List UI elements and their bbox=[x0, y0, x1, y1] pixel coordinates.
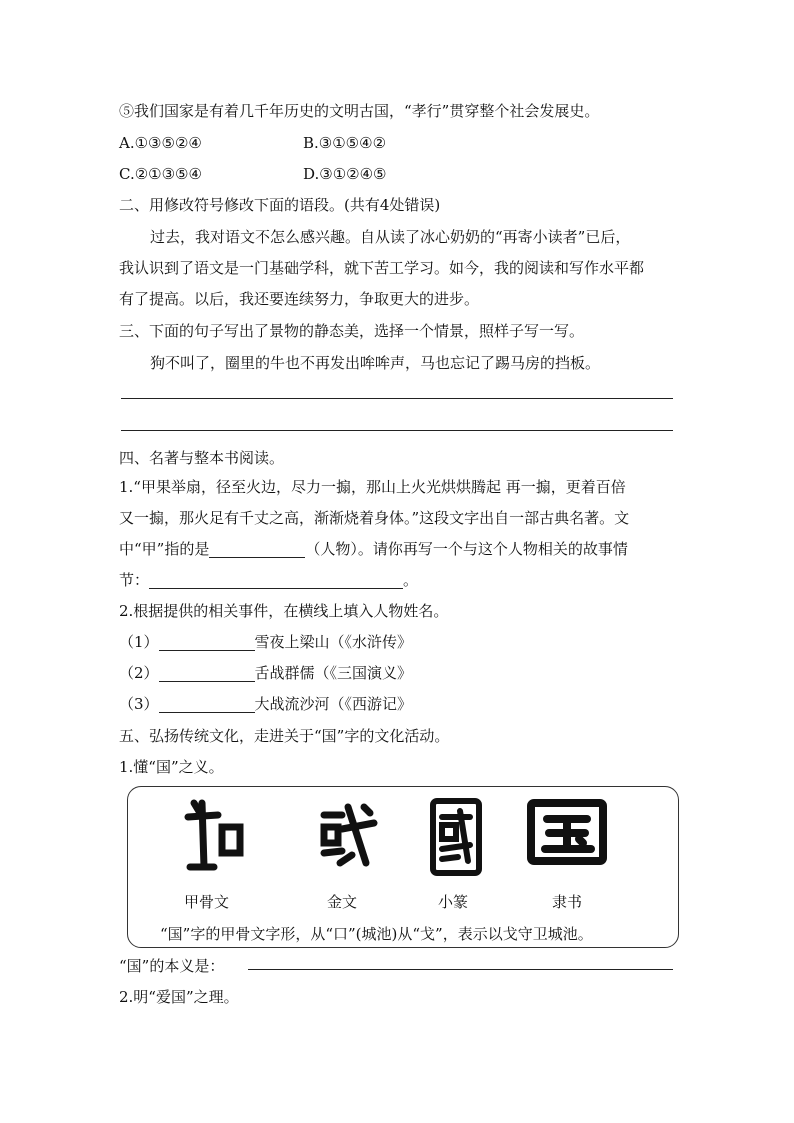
name-blank-1[interactable] bbox=[159, 634, 255, 651]
q2-paragraph-line-1: 过去，我对语文不怎么感兴趣。自从读了冰心奶奶的“再寄小读者”已后， bbox=[150, 228, 631, 246]
option-b[interactable]: B.③①⑤④② bbox=[303, 134, 387, 152]
clerical-guo-glyph bbox=[525, 795, 609, 871]
event-number: （3） bbox=[119, 695, 159, 713]
option-d[interactable]: D.③①②④⑤ bbox=[303, 165, 387, 183]
answer-line-2[interactable] bbox=[121, 430, 673, 431]
option-a[interactable]: A.①③⑤②④ bbox=[119, 134, 202, 152]
guo-explanation-note: “国”字的甲骨文字形，从“口”(城池)从“戈”，表示以戈守卫城池。 bbox=[160, 925, 593, 943]
q4-passage-line-1: 1.“甲果举扇，径至火边，尽力一搧，那山上火光烘烘腾起 再一搧，更着百倍 bbox=[119, 478, 626, 496]
q2-paragraph-line-3: 有了提高。以后，我还要连续努力，争取更大的进步。 bbox=[119, 290, 480, 308]
option-item-5: ⑤我们国家是有着几千年历史的文明古国，“孝行”贯穿整个社会发展史。 bbox=[119, 102, 600, 120]
q3-heading: 三、下面的句子写出了景物的静态美，选择一个情景，照样子写一写。 bbox=[119, 322, 585, 340]
q5-heading: 五、弘扬传统文化，走进关于“国”字的文化活动。 bbox=[119, 727, 450, 745]
event-number: （1） bbox=[119, 633, 159, 651]
event-number: （2） bbox=[119, 664, 159, 682]
option-c[interactable]: C.②①③⑤④ bbox=[119, 165, 202, 183]
event-text: 雪夜上梁山（《水浒传》 bbox=[254, 633, 413, 651]
q4-story-label: 节： bbox=[119, 571, 150, 589]
q2-heading: 二、用修改符号修改下面的语段。(共有4处错误) bbox=[119, 196, 441, 214]
q5-sub1-title: 1.懂“国”之义。 bbox=[119, 758, 224, 776]
bronze-caption: 金文 bbox=[327, 893, 358, 911]
q4-prompt-text: 中“甲”指的是 bbox=[119, 540, 210, 558]
q4-story-end: 。 bbox=[403, 571, 419, 589]
meaning-prompt: “国”的本义是： bbox=[119, 957, 225, 975]
q2-paragraph-line-2: 我认识到了语文是一门基础学科，就下苦工学习。如今，我的阅读和写作水平都 bbox=[119, 259, 645, 277]
name-blank-2[interactable] bbox=[159, 665, 255, 682]
clerical-caption: 隶书 bbox=[552, 893, 583, 911]
event-row-1 bbox=[119, 632, 412, 652]
oracle-bone-guo-glyph bbox=[180, 795, 252, 875]
q4-sub2-title: 2.根据提供的相关事件，在横线上填入人物姓名。 bbox=[119, 602, 449, 620]
bronze-guo-glyph bbox=[318, 795, 378, 875]
q4-prompt-text-cont: （人物）。请你再写一个与这个人物相关的故事情 bbox=[305, 540, 628, 558]
q3-example-sentence: 狗不叫了，圈里的牛也不再发出哞哞声，马也忘记了踢马房的挡板。 bbox=[150, 354, 601, 372]
seal-guo-glyph bbox=[428, 795, 484, 879]
event-row-2 bbox=[119, 663, 412, 683]
character-answer-blank[interactable] bbox=[209, 541, 305, 558]
event-text: 舌战群儒（《三国演义》 bbox=[254, 664, 413, 682]
answer-line-1[interactable] bbox=[121, 398, 673, 399]
event-text: 大战流沙河（《西游记》 bbox=[254, 695, 413, 713]
q4-passage-line-4 bbox=[119, 570, 418, 590]
meaning-answer-line[interactable] bbox=[248, 969, 673, 970]
name-blank-3[interactable] bbox=[159, 696, 255, 713]
event-row-3 bbox=[119, 694, 412, 714]
q4-heading: 四、名著与整本书阅读。 bbox=[119, 449, 285, 467]
seal-caption: 小篆 bbox=[438, 893, 469, 911]
q4-passage-line-2: 又一搧，那火足有千丈之高，渐渐烧着身体。”这段文字出自一部古典名著。文 bbox=[119, 509, 630, 527]
q5-sub2-title: 2.明“爱国”之理。 bbox=[119, 988, 239, 1006]
oracle-bone-caption: 甲骨文 bbox=[184, 893, 230, 911]
story-answer-blank[interactable] bbox=[149, 572, 403, 589]
q4-passage-line-3 bbox=[119, 539, 628, 559]
